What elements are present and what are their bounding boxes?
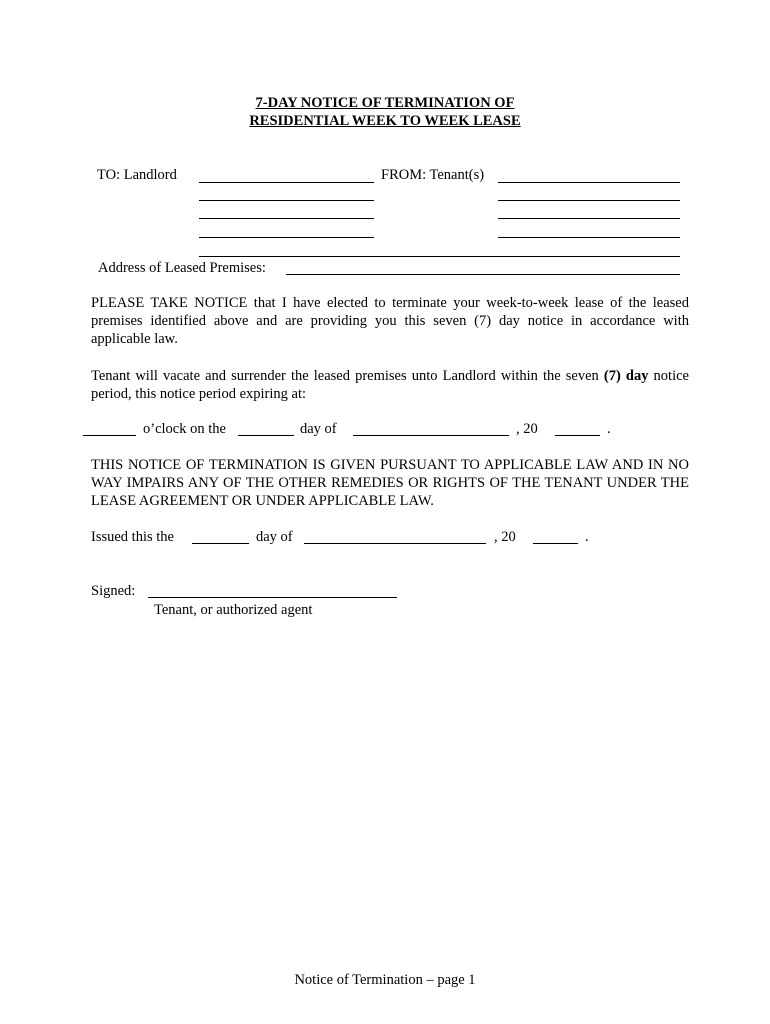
vacate-paragraph-start: Tenant will vacate and surrender the leased premises unto Landlord within the seven [91,368,604,384]
landlord-name-line-1[interactable] [199,182,374,183]
signer-caption: Tenant, or authorized agent [154,602,313,618]
expiry-year-prefix: , 20 [516,421,538,437]
address-line-upper[interactable] [199,256,680,257]
issued-month-line[interactable] [304,543,486,544]
landlord-name-line-2[interactable] [199,200,374,201]
tenant-name-line-1[interactable] [498,182,680,183]
vacate-paragraph-bold: (7) day [603,368,649,384]
expiry-day-line[interactable] [238,435,294,436]
issued-day-of-text: day of [256,529,293,545]
expiry-month-line[interactable] [353,435,509,436]
issued-day-line[interactable] [192,543,249,544]
signed-label: Signed: [91,583,136,599]
vacate-paragraph-end: notice period, this notice period expiring at: [91,368,689,402]
issued-label: Issued this the [91,529,174,545]
expiry-day-of-text: day of [300,421,337,437]
address-label: Address of Leased Premises: [98,260,266,276]
expiry-period: . [607,421,611,437]
landlord-name-line-4[interactable] [199,237,374,238]
tenant-name-line-3[interactable] [498,218,680,219]
to-landlord-label: TO: Landlord [97,167,177,183]
expiry-oclock-text: o’clock on the [143,421,226,437]
issued-period: . [585,529,589,545]
document-title-line-1: 7-DAY NOTICE OF TERMINATION OF [255,95,515,111]
expiry-hour-line[interactable] [83,435,136,436]
landlord-name-line-3[interactable] [199,218,374,219]
address-line[interactable] [286,274,680,275]
from-tenant-label: FROM: Tenant(s) [381,167,485,183]
notice-paragraph: PLEASE TAKE NOTICE that I have elected to terminate your week-to-week lease of the leased premises identified above and are providing you this seven (7) day notice in accordance with applicable law. [91,295,689,347]
expiry-year-line[interactable] [555,435,600,436]
issued-year-prefix: , 20 [494,529,516,545]
legal-caps-paragraph: THIS NOTICE OF TERMINATION IS GIVEN PURSUANT TO APPLICABLE LAW AND IN NO WAY IMPAIRS ANY OF THE OTHER REMEDIES OR RIGHTS OF THE TENANT UNDER THE LEASE AGREEMENT OR UNDER APPLICABLE LAW. [91,457,689,509]
tenant-name-line-2[interactable] [498,200,680,201]
vacate-paragraph [91,367,689,403]
page-footer: Notice of Termination – page 1 [294,972,476,988]
tenant-name-line-4[interactable] [498,237,680,238]
signature-line[interactable] [148,597,397,598]
document-title-line-2: RESIDENTIAL WEEK TO WEEK LEASE [249,113,521,129]
issued-year-line[interactable] [533,543,578,544]
